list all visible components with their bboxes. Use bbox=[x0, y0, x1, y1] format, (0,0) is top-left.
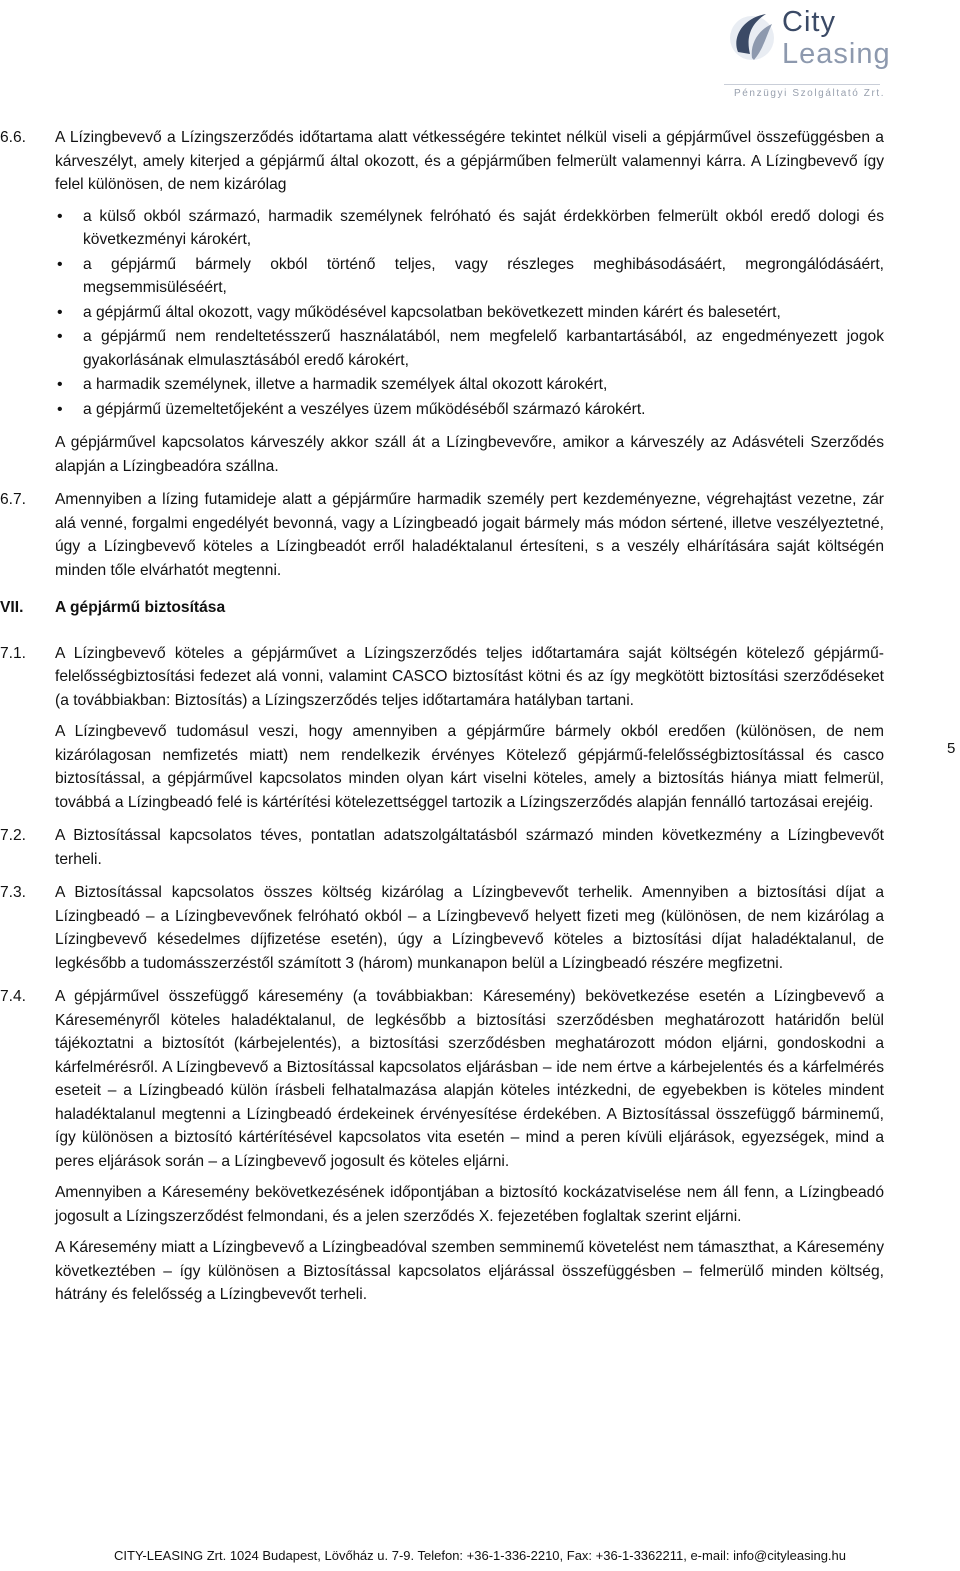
section-number: 7.1. bbox=[0, 644, 27, 662]
company-logo bbox=[724, 4, 891, 100]
section-number: 7.3. bbox=[0, 884, 27, 901]
list-item: • a gépjármű nem rendeltetésszerű használatából, nem megfelelő karbantartásából, az engedményezett jogok gyakorlásának elmulasztásából eredő károkért, bbox=[55, 325, 884, 372]
chapter-title: A gépjármű biztosítása bbox=[55, 599, 226, 616]
page-footer: CITY-LEASING Zrt. 1024 Budapest, Lövőház u. 7-9. Telefon: +36-1-336-2210, Fax: +36-1-3362211, e-mail: info@cityleasing.hu bbox=[114, 1548, 846, 1563]
section-7-3-text: A Biztosítással kapcsolatos összes költség kizárólag a Lízingbevevőt terhelik. Amennyiben a biztosítási díjat a Lízingbeadó – a Lízingbevevőnek felróható okból – a Lízingbevevő helyett fizeti meg (különösen, de nem kizárólag a Lízingbevevő késedelmes díjfizetése esetén), úgy a Lízingbevevő köteles a biztosítási díjat haladéktalanul, de legkésőbb a tudomásszerzéstől számított 3 (három) munkanapon belül a Lízingbeadó részére megfizetni. bbox=[55, 884, 884, 972]
list-item: • a gépjármű üzemeltetőjeként a veszélyes üzem működéséből származó károkért. bbox=[55, 398, 884, 422]
section-7-3 bbox=[0, 881, 884, 975]
section-number: 6.6. bbox=[0, 129, 27, 146]
section-7-4-p1: A gépjárművel összefüggő káresemény (a továbbiakban: Káresemény) bekövetkezése esetén a Lízingbevevő a Káreseményről köteles haladéktalanul, de legkésőbb a biztosítási szerződésben meghatározott határidőn belül tájékoztatni a biztosítót (kárbejelentés), a biztosítási szerződésben meghatározott módon eljárni, gondoskodni a kárfelmérésről. A Lízingbevevő a Biztosítással kapcsolatos eljárásban – ide nem értve a kárbejelentés és a kárfelmérés eseteit – a Lízingbeadó külön írásbeli felhatalmazása alapján köteles intézkedni, de egyebekben is köteles mindent haladéktalanul megtenni a Lízingbeadó érdekeinek érvényesítése érdekében. A Biztosítással összefüggő bárminemű, így különösen a biztosító kártérítésével kapcsolatos vita esetén – mind a peren kívüli eljárások, egyezségek, mind a peres eljárások során – a Lízingbevevő jogosult és köteles eljárni. bbox=[55, 988, 884, 1170]
section-6-6-outro: A gépjárművel kapcsolatos kárveszély akkor száll át a Lízingbevevőre, amikor a kárveszély az Adásvételi Szerződés alapján a Lízingbeadóra szállna. bbox=[55, 434, 884, 475]
section-6-6 bbox=[0, 126, 884, 478]
section-number: 7.2. bbox=[0, 827, 27, 844]
chapter-heading bbox=[0, 596, 884, 620]
list-item: • a gépjármű által okozott, vagy működésével kapcsolatban bekövetkezett minden kárért és balesetért, bbox=[55, 301, 884, 325]
list-item: • a harmadik személynek, illetve a harmadik személyek által okozott károkért, bbox=[55, 373, 884, 397]
section-7-4-p3: A Káresemény miatt a Lízingbevevő a Lízingbeadóval szemben semminemű követelést nem támaszthat, a Káresemény következtében – így különösen a Biztosítással kapcsolatos eljárással összefüggésben – felmerülő minden költség, hátrány és felelősség a Lízingbevevőt terheli. bbox=[55, 1239, 884, 1303]
section-7-1-p1: A Lízingbevevő köteles a gépjárművet a Lízingszerződés teljes időtartamára saját költségén kötelező gépjármű-felelősségbiztosítási fedezet alá vonni, valamint CASCO biztosítást kötni és az így megkötött biztosítási szerződéseket (a továbbiakban: Biztosítás) a Lízingszerződés teljes időtartamára hatályban tartani. bbox=[55, 644, 884, 709]
logo-divider bbox=[724, 84, 880, 85]
section-7-4 bbox=[0, 985, 884, 1307]
page-number: 5 bbox=[947, 740, 956, 757]
section-7-2 bbox=[0, 824, 884, 871]
section-number: 7.4. bbox=[0, 988, 27, 1005]
section-6-7 bbox=[0, 488, 884, 582]
list-item: • a gépjármű bármely okból történő teljes, vagy részleges meghibásodásáért, megrongálódásáért, megsemmisüléséért, bbox=[55, 253, 884, 300]
logo-swoosh-icon bbox=[728, 8, 776, 66]
section-6-7-text: Amennyiben a lízing futamideje alatt a gépjárműre harmadik személy pert kezdeményezne, végrehajtást vezetne, zár alá venné, forgalmi engedélyét bevonná, vagy a Lízingbeadó jogait bármely más módon sértené, illetve veszélyeztetné, úgy a Lízingbevevő köteles a Lízingbeadót erről haladéktalanul értesíteni, s a veszély elhárítására saját költségén minden tőle elvárhatót megtenni. bbox=[55, 491, 884, 579]
list-item: • a külső okból származó, harmadik személynek felróható és saját érdekkörben felmerült okból eredő dologi és következményi károkért, bbox=[55, 205, 884, 252]
logo-text-leasing: Leasing bbox=[782, 38, 891, 70]
liability-list bbox=[55, 205, 884, 422]
section-7-2-text: A Biztosítással kapcsolatos téves, pontatlan adatszolgáltatásból származó minden következmény a Lízingbevevőt terheli. bbox=[55, 827, 884, 868]
section-number: 6.7. bbox=[0, 491, 27, 508]
section-6-6-intro: A Lízingbevevő a Lízingszerződés időtartama alatt vétkességére tekintet nélkül viseli a gépjárművel összefüggésben a kárveszélyt, amely kiterjed a gépjármű által okozott, és a gépjárműben felmerült valamennyi kárra. A Lízingbevevő így felel különösen, de nem kizárólag bbox=[55, 129, 884, 193]
section-7-1-p2: A Lízingbevevő tudomásul veszi, hogy amennyiben a gépjárműre bármely okból eredően (különösen, de nem kizárólagosan nemfizetés miatt) nem rendelkezik érvényes Kötelező gépjármű-felelősségbiztosítással és casco biztosítással, a gépjárművel kapcsolatos minden olyan kárt viselni köteles, amely a biztosítás hiánya miatt felmerül, továbbá a Lízingbeadó felé is kártérítési kötelezettséggel tartozik a Lízingszerződés alapján fennálló tartozásai erejéig. bbox=[55, 723, 884, 811]
logo-tagline: Pénzügyi Szolgáltató Zrt. bbox=[734, 88, 886, 99]
section-7-4-p2: Amennyiben a Káresemény bekövetkezésének időpontjában a biztosító kockázatviselése nem áll fenn, a Lízingbeadó jogosult a Lízingszerződést felmondani, és a jelen szerződés X. fejezetében foglaltak szerint eljárni. bbox=[55, 1184, 884, 1225]
section-7-1 bbox=[0, 642, 884, 815]
document-body bbox=[0, 126, 884, 1317]
logo-text-city: City bbox=[782, 6, 836, 38]
chapter-number: VII. bbox=[0, 599, 24, 616]
